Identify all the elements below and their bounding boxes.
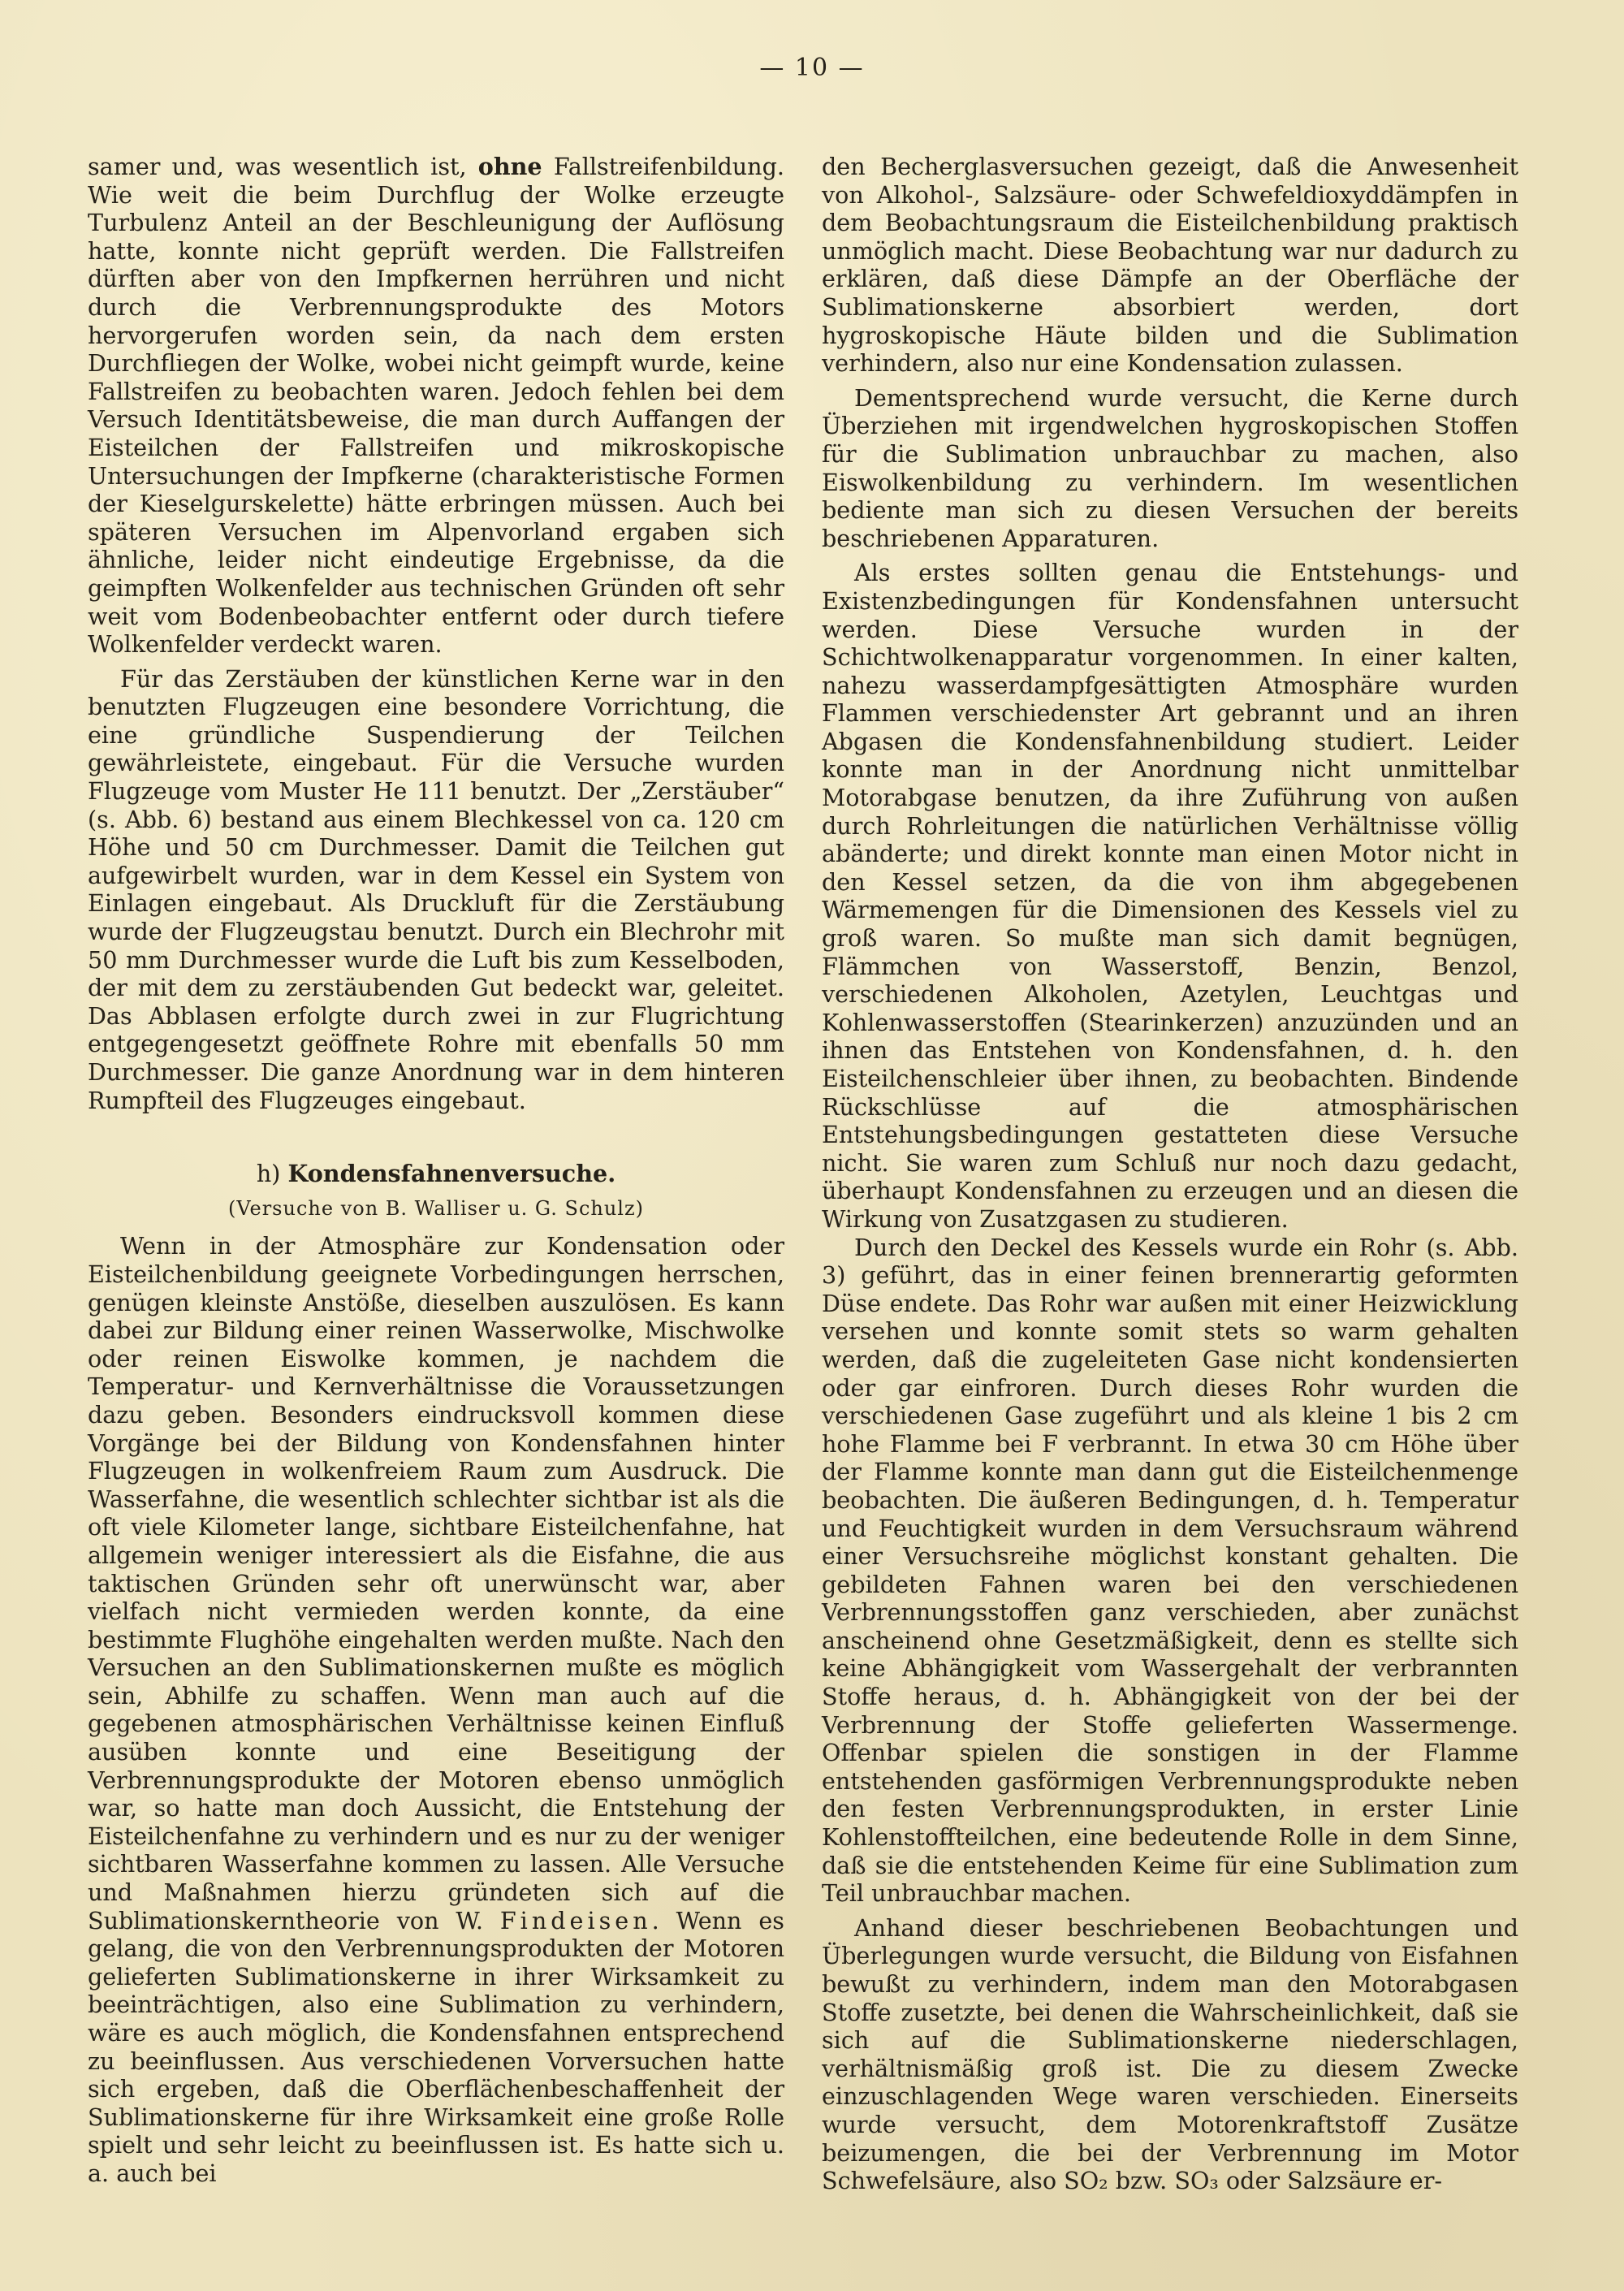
left-column [88, 153, 784, 2188]
paragraph-text: Wenn in der Atmosphäre zur Kondensation oder Eisteilchenbildung geeignete Vorbedingungen herrschen, genügen kleinste Anstöße, dieselben auszulösen. Es kann dabei zur Bildung einer reinen Wasserwolke, Mischwolke oder reinen Eiswolke kommen, je nachdem die Temperatur- und Kernverhältnisse die Voraussetzungen dazu geben. Besonders eindrucksvoll kommen diese Vorgänge bei der Bildung von Kondensfahnen hinter Flugzeugen in wolkenfreiem Raum zum Ausdruck. Die Wasserfahne, die wesentlich schlechter sichtbar ist als die oft viele Kilometer lange, sichtbare Eisteilchenfahne, hat allgemein weniger interessiert als die Eisfahne, die aus taktischen Gründen sehr oft unerwünscht war, aber vielfach nicht vermieden werden konnte, da eine bestimmte Flughöhe eingehalten werden mußte. Nach den Versuchen an den Sublimationskernen mußte es möglich sein, Abhilfe zu schaffen. Wenn man auch auf die gegebenen atmosphärischen Verhältnisse keinen Einfluß ausüben konnte und eine Beseitigung der Verbrennungsprodukte der Motoren ebenso unmöglich war, so hatte man doch Aussicht, die Entstehung der Eisteilchenfahne zu verhindern und es nur zu der weniger sichtbaren Wasserfahne kommen zu lassen. Alle Versuche und Maßnahmen hierzu gründeten sich auf die Sublimationskerntheorie von W. [88, 1232, 784, 1934]
section-subtitle: (Versuche von B. Walliser u. G. Schulz) [228, 1196, 644, 1220]
paragraph: den Becherglasversuchen gezeigt, daß die Anwesenheit von Alkohol-, Salzsäure- oder Schwefeldioxyddämpfen in dem Beobachtungsraum die Eisteilchenbildung praktisch unmöglich macht. Diese Beobachtung war nur dadurch zu erklären, daß diese Dämpfe an der Oberfläche der Sublimationskerne absorbiert werden, dort hygroskopische Häute bilden und die Sublimation verhindern, also nur eine Kondensation zulassen. [822, 153, 1518, 378]
section-prefix: h) [256, 1160, 281, 1188]
paragraph [88, 1232, 784, 2187]
paragraph [88, 153, 784, 659]
author-name: Findeisen [499, 1906, 652, 1934]
section-heading [88, 1160, 784, 1188]
paragraph: Durch den Deckel des Kessels wurde ein Rohr (s. Abb. 3) geführt, das in einer feinen brennerartig geformten Düse endete. Das Rohr war außen mit einer Heizwicklung versehen und konnte somit stets so warm gehalten werden, daß die zugeleiteten Gase nicht kondensierten oder gar einfroren. Durch dieses Rohr wurden die verschiedenen Gase zugeführt und als kleine 1 bis 2 cm hohe Flamme bei F verbrannt. In etwa 30 cm Höhe über der Flamme konnte man dann gut die Eisteilchenmenge beobachten. Die äußeren Bedingungen, d. h. Temperatur und Feuchtigkeit wurden in dem Versuchsraum während einer Versuchsreihe möglichst konstant gehalten. Die gebildeten Fahnen waren bei den verschiedenen Verbrennungsstoffen ganz verschieden, aber zunächst anscheinend ohne Gesetzmäßigkeit, denn es stellte sich keine Abhängigkeit vom Wassergehalt der verbrannten Stoffe heraus, d. h. Abhängigkeit von der bei der Verbrennung der Stoffe gelieferten Wassermenge. Offenbar spielen die sonstigen in der Flamme entstehenden gasförmigen Verbrennungsprodukte neben den festen Verbrennungsprodukten, in erster Linie Kohlenstoffteilchen, eine bedeutende Rolle in dem Sinne, daß sie die entstehenden Keime für eine Sublimation zum Teil unbrauchbar machen. [822, 1233, 1518, 1908]
paragraph-text: samer und, was wesentlich ist, [88, 153, 467, 180]
paragraph: Anhand dieser beschriebenen Beobachtungen und Überlegungen wurde versucht, die Bildung von Eisfahnen bewußt zu verhindern, indem man den Motorabgasen Stoffe zusetzte, bei denen die Wahrscheinlichkeit, daß sie sich auf die Sublimationskerne niederschlagen, verhältnismäßig groß ist. Die zu diesem Zwecke einzuschlagenden Wege waren verschieden. Einerseits wurde versucht, dem Motorenkraftstoff Zusätze beizumengen, die bei der Verbrennung im Motor Schwefelsäure, also SO₂ bzw. SO₃ oder Salzsäure er- [822, 1913, 1518, 2195]
right-column [822, 153, 1518, 2195]
paragraph: Für das Zerstäuben der künstlichen Kerne war in den benutzten Flugzeugen eine besondere Vorrichtung, die eine gründliche Suspendierung der Teilchen gewährleistete, eingebaut. Für die Versuche wurden Flugzeuge vom Muster He 111 benutzt. Der „Zerstäuber“ (s. Abb. 6) bestand aus einem Blechkessel von ca. 120 cm Höhe und 50 cm Durchmesser. Damit die Teilchen gut aufgewirbelt wurden, war in dem Kessel ein System von Einlagen eingebaut. Als Druckluft für die Zerstäubung wurde der Flugzeugstau benutzt. Durch ein Blechrohr mit 50 mm Durchmesser wurde die Luft bis zum Kesselboden, der mit dem zu zerstäubenden Gut bedeckt war, geleitet. Das Abblasen erfolgte durch zwei in zur Flugrichtung entgegengesetzt geöffnete Rohre mit ebenfalls 50 mm Durchmesser. Die ganze Anordnung war in dem hinteren Rumpfteil des Flugzeuges eingebaut. [88, 664, 784, 1114]
page-number: — 10 — [759, 54, 865, 82]
section-title: Kondensfahnenversuche. [287, 1160, 616, 1188]
paragraph-text: . Wenn es gelang, die von den Verbrennungsprodukten der Motoren gelieferten Sublimationskerne in ihrer Wirksamkeit zu beeinträchtigen, also eine Sublimation zu verhindern, wäre es auch möglich, die Kondensfahnen entsprechend zu beeinflussen. Aus verschiedenen Vorversuchen hatte sich ergeben, daß die Oberflächenbeschaffenheit der Sublimationskerne für ihre Wirksamkeit eine große Rolle spielt und sehr leicht zu beeinflussen ist. Es hatte sich u. a. auch bei [88, 1906, 784, 2187]
paragraph: Dementsprechend wurde versucht, die Kerne durch Überziehen mit irgendwelchen hygroskopischen Stoffen für die Sublimation unbrauchbar zu machen, also Eiswolkenbildung zu verhindern. Im wesentlichen bediente man sich zu diesen Versuchen der bereits beschriebenen Apparaturen. [822, 383, 1518, 552]
emphasis-text: ohne [477, 153, 542, 180]
paragraph: Als erstes sollten genau die Entstehungs- und Existenzbedingungen für Kondensfahnen untersucht werden. Diese Versuche wurden in der Schichtwolkenapparatur vorgenommen. In einer kalten, nahezu wasserdampfgesättigten Atmosphäre wurden Flammen verschiedenster Art gebrannt und an ihren Abgasen die Kondensfahnenbildung studiert. Leider konnte man in der Anordnung nicht unmittelbar Motorabgase benutzen, da ihre Zuführung von außen durch Rohrleitungen die natürlichen Verhältnisse völlig abänderte; und direkt konnte man einen Motor nicht in den Kessel setzen, da die von ihm abgegebenen Wärmemengen für die Dimensionen des Kessels viel zu groß waren. So mußte man sich damit begnügen, Flämmchen von Wasserstoff, Benzin, Benzol, verschiedenen Alkoholen, Azetylen, Leuchtgas und Kohlenwasserstoffen (Stearinkerzen) anzuzünden und an ihnen das Entstehen von Kondensfahnen, d. h. den Eisteilchenschleier über ihnen, zu beobachten. Bindende Rückschlüsse auf die atmosphärischen Entstehungsbedingungen gestatteten diese Versuche nicht. Sie waren zum Schluß nur noch dazu gedacht, überhaupt Kondensfahnen zu erzeugen und an diesen die Wirkung von Zusatzgasen zu studieren. [822, 559, 1518, 1233]
paragraph-text: Fallstreifenbildung. Wie weit die beim Durchflug der Wolke erzeugte Turbulenz Anteil an der Beschleunigung der Auflösung hatte, konnte nicht geprüft werden. Die Fallstreifen dürften aber von den Impfkernen herrühren und nicht durch die Verbrennungsprodukte des Motors hervorgerufen worden sein, da nach dem ersten Durchfliegen der Wolke, wobei nicht geimpft wurde, keine Fallstreifen zu beobachten waren. Jedoch fehlen bei dem Versuch Identitätsbeweise, die man durch Auffangen der Eisteilchen der Fallstreifen und mikroskopische Untersuchungen der Impfkerne (charakteristische Formen der Kieselgurskelette) hätte erbringen müssen. Auch bei späteren Versuchen im Alpenvorland ergaben sich ähnliche, leider nicht eindeutige Ergebnisse, da die geimpften Wolkenfelder aus technischen Gründen oft sehr weit vom Bodenbeobachter entfernt oder durch tiefere Wolkenfelder verdeckt waren. [88, 153, 784, 659]
